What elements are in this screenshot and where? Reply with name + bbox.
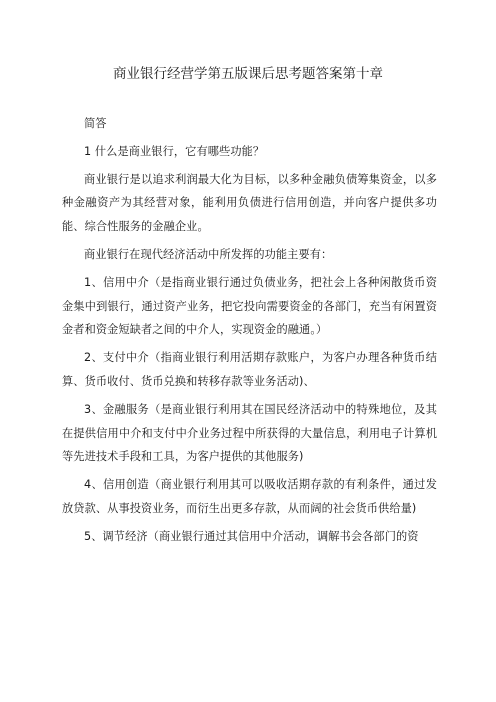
question-text: 1 什么是商业银行，它有哪些功能？: [84, 144, 265, 158]
paragraph-definition: 商业银行是以追求利润最大化为目标，以多种金融负债筹集资金，以多种金融资产为其经营对象，能利用负债进行信用创造，并向客户提供多功能、综合性服务的金融企业。: [62, 172, 437, 234]
paragraph-credit-creation: 4、信用创造（商业银行利用其可以吸收活期存款的有利条件，通过发放贷款、从事投资业务，而衍生出更多存款，从而阔的社会货币供给量): [62, 478, 437, 515]
document-body: [62, 112, 437, 553]
paragraph-functions-intro: 商业银行在现代经济活动中所发挥的功能主要有：: [84, 247, 333, 261]
document-title: 商业银行经营学第五版课后思考题答案第十章: [113, 66, 383, 82]
paragraph-payment-intermediary: 2、支付中介（指商业银行利用活期存款账户，为客户办理各种货币结算、货币收付、货币兑换和转移存款等业务活动)、: [62, 351, 437, 388]
paragraph-credit-intermediary: 1、信用中介（是指商业银行通过负债业务，把社会上各种闲散货币资金集中到银行，通过资产业务，把它投向需要资金的各部门，充当有闲置资金者和资金短缺者之间的中介人，实现资金的融通。）: [62, 275, 437, 337]
paragraph-economic-regulation: 5、调节经济（商业银行通过其信用中介活动，调解书会各部门的资: [84, 529, 419, 543]
paragraph-financial-services: 3、金融服务（是商业银行利用其在国民经济活动中的特殊地位，及其在提供信用中介和支付中介业务过程中所获得的大量信息，利用电子计算机等先进技术手段和工具，为客户提供的其他服务): [62, 402, 437, 464]
section-heading: 简答: [84, 117, 107, 130]
